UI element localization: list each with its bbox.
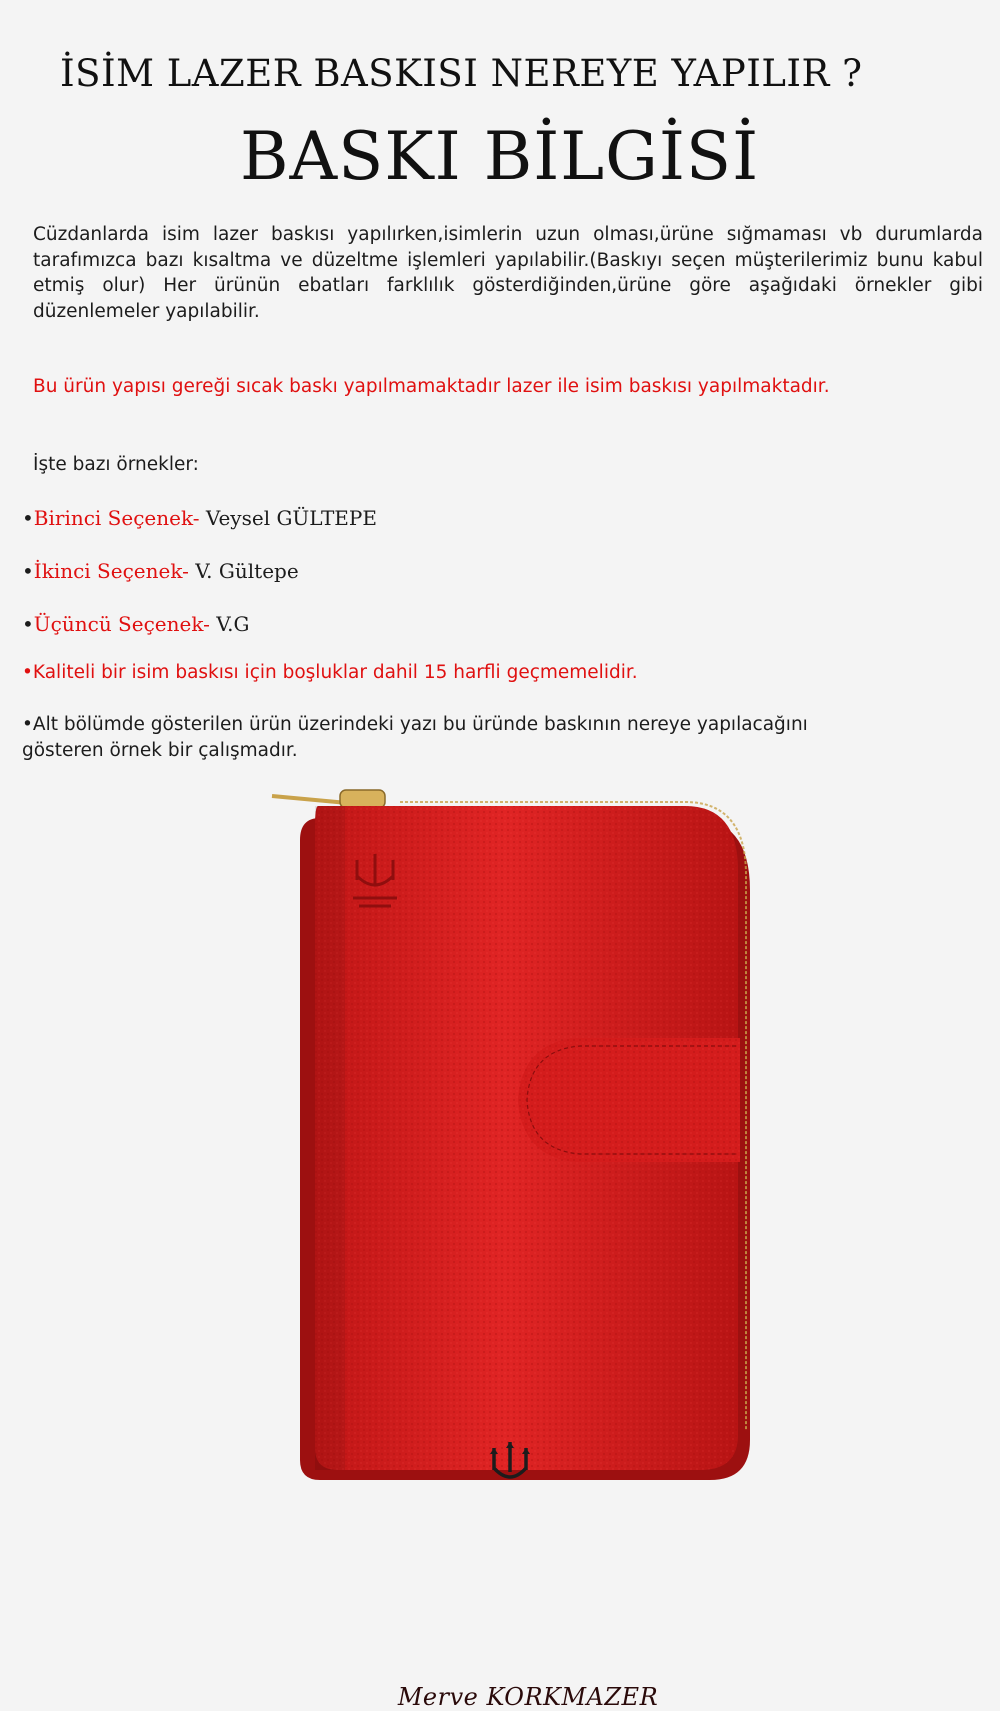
option-bullet: • xyxy=(22,506,34,530)
intro-paragraph: Cüzdanlarda isim lazer baskısı yapılırken,isimlerin uzun olması,ürüne sığmaması vb durumlarda tarafımızca bazı kısaltma ve düzeltme işlemleri yapılabilir.(Baskıyı seçen müşterilerimiz bunu kabul etmiş olur) Her ürünün ebatları farklılık gösterdiğinden,ürüne göre aşağıdaki örnekler gibi düzenlemeler yapılabilir. xyxy=(33,224,983,322)
option-value: V.G xyxy=(216,612,250,636)
option-bullet: • xyxy=(22,612,34,636)
option-item xyxy=(22,559,299,583)
sample-note: •Alt bölümde gösterilen ürün üzerindeki yazı bu üründe baskının nereye yapılacağını gösteren örnek bir çalışmadır. xyxy=(22,714,808,761)
option-value: V. Gültepe xyxy=(195,559,299,583)
examples-intro: İşte bazı örnekler: xyxy=(33,454,199,475)
option-item xyxy=(22,612,250,636)
option-value: Veysel GÜLTEPE xyxy=(205,506,377,530)
warning-paragraph: Bu ürün yapısı gereği sıcak baskı yapılmamaktadır lazer ile isim baskısı yapılmaktadır. xyxy=(33,376,830,397)
option-label: Birinci Seçenek- xyxy=(33,506,200,530)
zipper-pull xyxy=(272,790,385,808)
wallet-illustration xyxy=(260,780,780,1480)
engraved-name: Merve KORKMAZER xyxy=(397,1683,659,1711)
option-item xyxy=(22,506,377,530)
option-label: Üçüncü Seçenek- xyxy=(33,612,210,636)
page-title: BASKI BİLGİSİ xyxy=(240,118,760,195)
wallet-strap xyxy=(518,1038,740,1162)
quality-note: •Kaliteli bir isim baskısı için boşluklar dahil 15 harfli geçmemelidir. xyxy=(22,662,638,683)
heading-question: İSİM LAZER BASKISI NEREYE YAPILIR ? xyxy=(60,52,863,95)
option-label: İkinci Seçenek- xyxy=(33,559,189,583)
product-image xyxy=(260,780,780,1711)
option-bullet: • xyxy=(22,559,34,583)
